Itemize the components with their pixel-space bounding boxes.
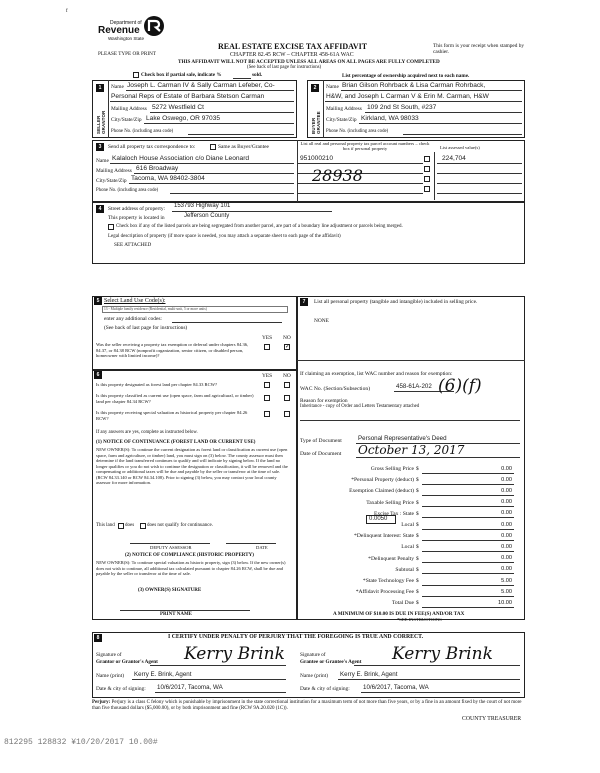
segregated-checkbox[interactable] [108, 224, 114, 230]
compliance-title: (2) NOTICE OF COMPLIANCE (HISTORIC PROPERTY) [125, 553, 254, 558]
buyer-mailing-label: Mailing Address [326, 106, 362, 112]
print-name-label: PRINT NAME [160, 612, 192, 617]
tax-row-dollar: $ [416, 600, 419, 607]
grantor-date-label: Date & city of signing: [96, 686, 146, 692]
tax-row-line [422, 517, 514, 518]
ownership-note: List percentage of ownership acquired next to each name. [342, 73, 470, 79]
grantor-name[interactable]: Kerry E. Brink, Agent [134, 671, 192, 678]
tax-row-amount[interactable]: 0.00 [501, 543, 512, 550]
wac-label: WAC No. (Section/Subsection) [300, 386, 371, 392]
current-use-no-checkbox[interactable] [284, 395, 290, 401]
tax-row-amount[interactable]: 0.00 [501, 521, 512, 528]
tax-row-line [422, 529, 514, 530]
handwritten-number: 28938 [312, 166, 363, 185]
personal-property-label: List all personal property (tangible and intangible) included in selling price. [314, 299, 478, 305]
wac-number[interactable]: 458-61A-202 [396, 383, 432, 390]
not-accepted-line: THIS AFFIDAVIT WILL NOT BE ACCEPTED UNLESS ALL AREAS ON ALL PAGES ARE FULLY COMPLETED [178, 59, 440, 65]
tax-row-amount[interactable]: 5.00 [501, 577, 512, 584]
historic-question: Is this property receiving special valuation as historical property per chapter 84.26 RCW? [96, 410, 248, 421]
seller-mailing-label: Mailing Address [111, 106, 147, 112]
type-or-print: PLEASE TYPE OR PRINT [98, 51, 156, 57]
tax-row-dollar: $ [416, 533, 419, 540]
grantee-date-label: Date & city of signing: [300, 686, 350, 692]
section-7-number: 7 [300, 298, 308, 306]
doc-type[interactable]: Personal Representative's Deed [358, 435, 447, 442]
segregated-label: Check box if any of the listed parcels are being segregated from another parcel, are part of a boundary line adjustment or parcels being merged. [116, 224, 403, 229]
section-2-number: 2 [311, 84, 319, 92]
tax-row-label: Gross Selling Price [370, 466, 414, 472]
s6-no: NO [283, 373, 291, 379]
continuance-title: (1) NOTICE OF CONTINUANCE (FOREST LAND OR CURRENT USE) [96, 440, 256, 445]
receipt-note: This form is your receipt when stamped by cashier. [433, 43, 525, 56]
continuance-text: NEW OWNER(S): To continue the current designation as forest land or classification as current use (open space, farm and agriculture, or timber) land, you must sign on (3) below. The county assessor must then determine if the land transferred continues to qualify and will indicate by signing below. If the land no longer qualifies or you do not wish to continue the designation or classification, it will be removed and the compensating or additional taxes will be due and payable by the seller or transferor at the time of sale. (RCW 84.33.140 or RCW 84.34.108). Prior to signing (3) below, you may contact your local county assessor for more information. [96, 447, 288, 485]
section-6 [92, 370, 297, 620]
forest-no-checkbox[interactable] [284, 382, 290, 388]
perjury-text: Perjury is a class C felony which is punishable by imprisonment in the state correctional institution for a maximum term of not more than five years, or by a fine in an amount fixed by the court of not more than five thousand dollars ($5,000.00), or by both imprisonment and fine (RCW 9A.20.020 (1C)). [92, 700, 522, 712]
deputy-assessor-label: DEPUTY ASSESSOR [150, 545, 192, 550]
land-use-label: Select Land Use Code(s): [104, 298, 166, 304]
seller-name-line2[interactable]: Personal Reps of Estate of Barbara Stetson Carman [111, 93, 265, 100]
section-3-number: 3 [96, 143, 104, 151]
does-label: does [125, 523, 135, 528]
tax-row-amount[interactable]: 0.00 [501, 499, 512, 506]
agency-line2: Revenue [98, 25, 140, 36]
perjury-notice [92, 700, 526, 712]
tax-row-line [422, 573, 514, 574]
additional-codes-field[interactable] [172, 322, 282, 323]
seller-grantor-label: SELLER GRANTOR [96, 110, 106, 134]
minimum-note: A MINIMUM OF $10.00 IS DUE IN FEE(S) AND/OR TAX [333, 611, 465, 617]
parcel-number[interactable]: 951000210 [300, 155, 334, 162]
doc-type-label: Type of Document [300, 438, 342, 444]
current-use-question: Is this property classified as current use (open space, farm and agricultural, or timber) land per chapter 84.34 RCW? [96, 393, 254, 404]
s6-yes: YES [262, 373, 273, 379]
certify-statement: I CERTIFY UNDER PENALTY OF PERJURY THAT THE FOREGOING IS TRUE AND CORRECT. [168, 634, 424, 640]
legal-description[interactable]: SEE ATTACHED [114, 242, 152, 248]
corr-city[interactable]: Tacoma, WA 98402-3804 [131, 175, 205, 182]
buyer-mailing[interactable]: 109 2nd St South, #237 [367, 104, 437, 111]
buyer-city[interactable]: Kirkland, WA 98033 [361, 115, 419, 122]
section-8-number: 8 [94, 634, 102, 642]
parcel-header: List all real and personal property tax parcel account numbers – check box if personal property [300, 141, 430, 152]
corr-phone-field[interactable] [170, 193, 294, 194]
does-not-qualify-checkbox[interactable] [140, 523, 146, 529]
tax-row-amount[interactable]: 0.00 [501, 465, 512, 472]
tax-row-amount[interactable]: 5.00 [501, 588, 512, 595]
historic-yes-checkbox[interactable] [264, 411, 270, 417]
tax-row-label: Taxable Selling Price [366, 499, 414, 506]
tax-row-label: *Affidavit Processing Fee [355, 589, 414, 596]
tax-row-dollar: $ [416, 522, 419, 528]
tax-row-dollar: $ [416, 544, 419, 551]
tax-row-dollar: $ [416, 589, 419, 596]
agency-line3: Washington State [108, 36, 145, 41]
grantee-agent-label: Grantee or Grantee's Agent [300, 659, 362, 665]
partial-sale-label: Check box if partial sale, indicate % [141, 72, 222, 78]
tax-row-line [422, 484, 514, 485]
owner-signature-title: (3) OWNER(S) SIGNATURE [138, 588, 202, 593]
tax-row-label: Excise Tax : State [373, 510, 414, 517]
seller-city[interactable]: Lake Oswego, OR 97035 [146, 115, 221, 122]
additional-codes-label: enter any additional codes: [104, 316, 162, 322]
tax-row-line [422, 495, 514, 496]
corr-city-label: City/State/Zip [96, 178, 127, 184]
s5-yes: YES [262, 335, 273, 341]
exemption-label: If claiming an exemption, list WAC number and reason for exemption: [300, 371, 453, 377]
perjury-label: Perjury: [92, 700, 111, 705]
tax-row-dollar: $ [416, 477, 419, 484]
forest-yes-checkbox[interactable] [264, 382, 270, 388]
tax-row-dollar: $ [416, 466, 419, 472]
deferral-yes-checkbox[interactable] [264, 344, 270, 350]
tax-row-line [422, 607, 514, 608]
see-instructions: *SEE INSTRUCTIONS [397, 617, 442, 622]
tax-row-label: Total Due [391, 600, 414, 607]
tax-row-dollar: $ [416, 566, 419, 573]
seller-city-label: City/State/Zip [111, 117, 142, 123]
section-6-number: 6 [94, 371, 102, 379]
buyer-phone-field[interactable] [403, 134, 522, 135]
tax-row-amount[interactable]: 0.00 [501, 487, 512, 494]
section-1-number: 1 [96, 84, 104, 92]
tax-row-amount[interactable]: 10.00 [498, 599, 512, 606]
form-title: REAL ESTATE EXCISE TAX AFFIDAVIT [218, 42, 368, 51]
grantee-date[interactable]: 10/6/2017, Tacoma, WA [363, 684, 429, 691]
legal-label: Legal description of property (if more space is needed, you may attach a separate sheet to each page of the affidavit) [108, 234, 341, 239]
tax-row-label: Local [401, 522, 414, 528]
land-label: This land [96, 523, 115, 528]
tax-row-label: *State Technology Fee [362, 578, 414, 584]
assessed-header: List assessed value(s) [440, 145, 480, 150]
grantor-signature[interactable]: Kerry Brink [184, 644, 285, 664]
seller-phone-label: Phone No. (including area code) [111, 129, 174, 134]
tax-row-dollar: $ [416, 488, 419, 495]
grantee-name[interactable]: Kerry E. Brink, Agent [340, 671, 398, 678]
tax-row-line [422, 551, 514, 552]
does-not-label: does not qualify for continuance. [147, 523, 213, 528]
tax-row-label: *Delinquent Interest: State [354, 533, 414, 540]
buyer-name-line2[interactable]: H&W, and Joseph L Carman V & Erin M. Carman, H&W [326, 93, 489, 100]
historic-no-checkbox[interactable] [284, 411, 290, 417]
tax-row-amount[interactable]: 0.00 [501, 532, 512, 539]
tax-row-line [422, 562, 514, 563]
corner-mark: f [66, 9, 68, 14]
corr-mailing[interactable]: 616 Broadway [136, 165, 179, 172]
tax-row-amount[interactable]: 0.00 [501, 555, 512, 562]
doc-date-label: Date of Document [300, 451, 342, 457]
partial-sale-checkbox[interactable] [133, 72, 139, 78]
buyer-phone-label: Phone No. (including area code) [326, 129, 389, 134]
does-qualify-checkbox[interactable] [118, 523, 124, 529]
s5-no: NO [283, 335, 291, 341]
tax-row-amount[interactable]: 0.00 [501, 476, 512, 483]
land-use-see-back: (See back of last page for instructions) [104, 325, 188, 331]
grantor-name-label: Name (print) [96, 673, 124, 679]
land-use-value: 13 - Multiple family residence (Residential, multi-unit, 5 or more units) [104, 307, 207, 311]
reason-label: Reason for exemption [300, 398, 348, 404]
tax-row-label: Exemption Claimed (deduct) [349, 488, 414, 495]
grantee-signature[interactable]: Kerry Brink [392, 644, 493, 664]
tax-row-line [422, 540, 514, 541]
date-label: DATE [256, 545, 268, 550]
buyer-city-label: City/State/Zip [326, 117, 357, 123]
grantor-agent-label: Grantor or Grantor's Agent [96, 659, 158, 665]
tax-row-amount[interactable]: 0.00 [501, 566, 512, 573]
county-treasurer: COUNTY TREASURER [462, 716, 522, 722]
personal-property-none[interactable]: NONE [314, 318, 329, 324]
forest-question: Is this property designated as forest land per chapter 84.33 RCW? [96, 382, 218, 387]
reason-value[interactable]: Inheritance - copy of Order and Letters Testamentary attached [300, 404, 420, 409]
send-correspondence-label: Send all property tax correspondence to: [108, 144, 196, 150]
corr-name[interactable]: Kalaloch House Association c/o Diane Leonard [112, 155, 250, 162]
receipt-stamp: 812295 128832 ¥10/20/2017 10.00# [4, 738, 158, 747]
sold-label: sold. [252, 72, 263, 78]
tax-row-dollar: $ [416, 510, 419, 517]
deferral-question: Was the seller receiving a property tax exemption or deferral under chapters 84.36, 84.37, or 84.38 RCW (nonprofit organization, senior citizen, or disabled person, homeowner with limited income)? [96, 342, 249, 358]
assessed-value[interactable]: 224,704 [442, 155, 466, 162]
current-use-yes-checkbox[interactable] [264, 395, 270, 401]
buyer-name-line1[interactable]: Brian Gilson Rohrback & Lisa Carman Rohrback, [342, 82, 486, 89]
tax-row-label: *Personal Property (deduct) [351, 477, 414, 484]
tax-row-dollar: $ [416, 578, 419, 584]
tax-row-amount[interactable]: 0.00 [501, 510, 512, 517]
local-rate: 0.0050 [369, 516, 388, 522]
wac-handwritten: (6)(f) [438, 376, 482, 396]
personal-property-checkbox[interactable] [424, 156, 430, 162]
grantee-sig-label: Signature of [300, 652, 326, 658]
seller-phone-field[interactable] [188, 134, 294, 135]
tax-row-line [422, 585, 514, 586]
grantee-name-label: Name (print) [300, 673, 328, 679]
tax-row-label: Subtotal [395, 566, 414, 573]
tax-row-dollar: $ [416, 555, 419, 562]
tax-row-line [422, 506, 514, 507]
street-address[interactable]: 153793 Highway 101 [174, 203, 231, 209]
seller-name-label: Name [111, 84, 124, 90]
street-label: Street address of property: [108, 206, 166, 212]
see-back-note: (See back of last page for instructions) [247, 65, 322, 70]
partial-percent-line [233, 78, 251, 79]
owner-signature-field[interactable] [120, 610, 250, 611]
located-label: This property is located in [108, 215, 165, 221]
corr-mailing-label: Mailing Address [96, 168, 132, 174]
if-any-yes-note: If any answers are yes, complete as instructed below. [96, 430, 198, 435]
tax-row-dollar: $ [416, 499, 419, 506]
buyer-grantee-label: BUYER GRANTEE [311, 111, 321, 134]
grantor-sig-label: Signature of [96, 652, 122, 658]
seller-name-line1[interactable]: Joseph L. Carman IV & Sally Carman Lefeber, Co- [127, 82, 275, 89]
grantor-date[interactable]: 10/6/2017, Tacoma, WA [157, 684, 223, 691]
chapter-line: CHAPTER 82.45 RCW – CHAPTER 458-61A WAC [230, 52, 354, 58]
deferral-no-checkbox[interactable]: ✓ [285, 344, 291, 350]
tax-row-line [422, 473, 514, 474]
tax-row-line [422, 596, 514, 597]
seller-mailing[interactable]: 5272 Westfield Ct [152, 104, 204, 111]
same-as-buyer-checkbox[interactable] [210, 144, 216, 150]
county[interactable]: Jefferson County [184, 213, 230, 219]
revenue-logo-icon [143, 15, 165, 37]
section-5-number: 5 [94, 297, 102, 305]
section-4-number: 4 [96, 205, 104, 213]
tax-row-label: Local [401, 544, 414, 551]
agency-line1: Department of [110, 20, 142, 26]
compliance-text: NEW OWNER(S): To continue special valuation as historic property, sign (3) below. If the new owner(s) does not wish to continue, all additional tax calculated pursuant to chapter 84.26 RCW, shall be due and payable by the seller or transferor at the time of sale. [96, 560, 286, 576]
corr-name-label: Name [96, 158, 109, 164]
doc-date[interactable]: October 13, 2017 [358, 443, 465, 457]
same-as-buyer-label: Same as Buyer/Grantee [218, 144, 269, 150]
buyer-name-label: Name [326, 84, 339, 90]
corr-phone-label: Phone No. (including area code) [96, 188, 159, 193]
tax-row-label: *Delinquent Penalty [368, 555, 414, 562]
